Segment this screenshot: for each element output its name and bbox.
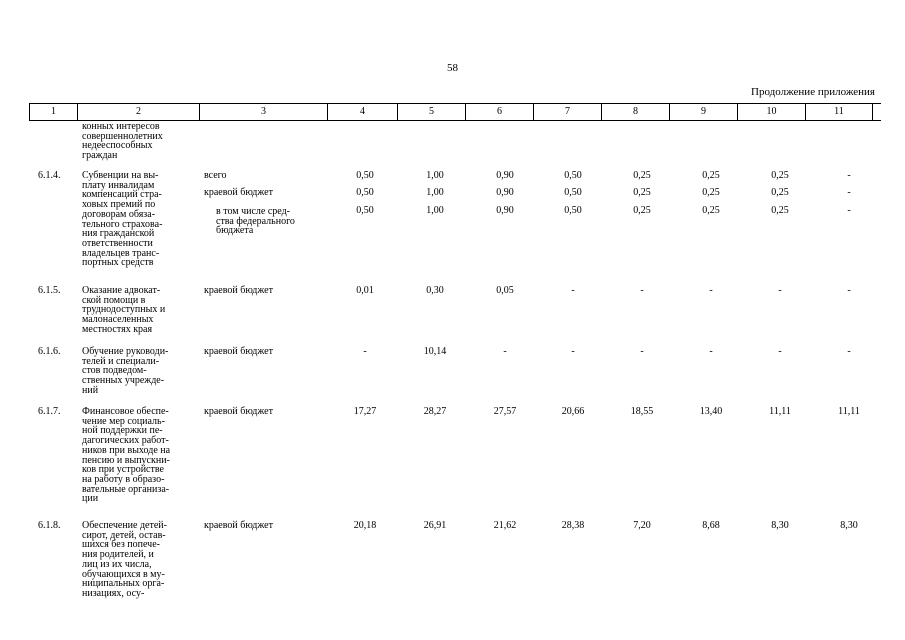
value-cell: 10,14 bbox=[423, 346, 447, 357]
value-cell: 0,90 bbox=[496, 205, 514, 216]
row-description: конных интересов совершеннолетних недееспособных граждан bbox=[82, 121, 163, 162]
funding-source: краевой бюджет bbox=[204, 187, 273, 198]
row-description: Финансовое обеспе- чение мер социаль- ной поддержки пе- дагогических работ- ников при выходе на пенсию и выпускни- ков при устройстве на работу в образо- вательные организа- ции bbox=[82, 406, 171, 505]
value-cell: 0,25 bbox=[633, 205, 651, 216]
page-number: 58 bbox=[447, 62, 458, 74]
row-description: Субвенции на вы- плату инвалидам компенсаций стра- ховых премий по договорам обяза- тельного страхова- ния гражданской ответственности владельцев транс- портных средств bbox=[82, 170, 163, 269]
header-cell: 3 bbox=[199, 104, 327, 120]
value-cell: - bbox=[503, 346, 507, 357]
value-cell: 8,30 bbox=[771, 520, 789, 531]
value-cell: 0,25 bbox=[702, 187, 720, 198]
header-cell: 4 bbox=[327, 104, 397, 120]
row-description: Оказание адвокат- ской помощи в труднодоступных и малонаселенных местностях края bbox=[82, 285, 166, 335]
value-cell: 0,50 bbox=[356, 205, 374, 216]
row-description: Обеспечение детей- сирот, детей, остав- шихся без попече- ния родителей, и лиц из их числа, обучающихся в му- ниципальных орга- низациях, осу- bbox=[82, 520, 167, 599]
value-cell: 7,20 bbox=[633, 520, 651, 531]
header-cell: 10 bbox=[737, 104, 805, 120]
value-cell: 0,25 bbox=[702, 170, 720, 181]
value-cell: - bbox=[778, 346, 782, 357]
value-cell: 20,66 bbox=[561, 406, 585, 417]
value-cell: 26,91 bbox=[423, 520, 447, 531]
value-cell: 28,27 bbox=[423, 406, 447, 417]
value-cell: 21,62 bbox=[493, 520, 517, 531]
table-header bbox=[29, 103, 881, 121]
value-cell: - bbox=[847, 187, 851, 198]
value-cell: 0,25 bbox=[771, 205, 789, 216]
value-cell: - bbox=[571, 346, 575, 357]
value-cell: - bbox=[363, 346, 367, 357]
value-cell: 0,90 bbox=[496, 187, 514, 198]
value-cell: 17,27 bbox=[353, 406, 377, 417]
value-cell: 0,50 bbox=[356, 187, 374, 198]
value-cell: 0,50 bbox=[564, 187, 582, 198]
value-cell: 0,25 bbox=[771, 170, 789, 181]
value-cell: 0,30 bbox=[426, 285, 444, 296]
item-number: 6.1.4. bbox=[38, 170, 61, 181]
value-cell: 1,00 bbox=[426, 205, 444, 216]
header-cell: 6 bbox=[465, 104, 533, 120]
value-cell: 13,40 bbox=[699, 406, 723, 417]
value-cell: 8,68 bbox=[702, 520, 720, 531]
value-cell: 0,50 bbox=[564, 205, 582, 216]
value-cell: - bbox=[847, 170, 851, 181]
continuation-label: Продолжение приложения bbox=[751, 86, 875, 98]
header-cell: 9 bbox=[669, 104, 737, 120]
value-cell: - bbox=[847, 205, 851, 216]
header-cell: 1 bbox=[29, 104, 77, 120]
value-cell: 18,55 bbox=[630, 406, 654, 417]
header-cell: 5 bbox=[397, 104, 465, 120]
value-cell: - bbox=[847, 285, 851, 296]
header-cell: 7 bbox=[533, 104, 601, 120]
value-cell: - bbox=[640, 346, 644, 357]
value-cell: - bbox=[709, 285, 713, 296]
value-cell: 0,01 bbox=[356, 285, 374, 296]
value-cell: - bbox=[778, 285, 782, 296]
item-number: 6.1.6. bbox=[38, 346, 61, 357]
item-number: 6.1.7. bbox=[38, 406, 61, 417]
funding-source: краевой бюджет bbox=[204, 285, 273, 296]
value-cell: 0,25 bbox=[771, 187, 789, 198]
item-number: 6.1.5. bbox=[38, 285, 61, 296]
value-cell: 28,38 bbox=[561, 520, 585, 531]
value-cell: - bbox=[640, 285, 644, 296]
value-cell: 0,50 bbox=[356, 170, 374, 181]
header-cell: 2 bbox=[77, 104, 199, 120]
value-cell: 27,57 bbox=[493, 406, 517, 417]
value-cell: 0,90 bbox=[496, 170, 514, 181]
value-cell: 0,25 bbox=[633, 170, 651, 181]
value-cell: 0,25 bbox=[633, 187, 651, 198]
funding-source: в том числе сред- ства федерального бюджета bbox=[216, 206, 295, 237]
value-cell: - bbox=[709, 346, 713, 357]
value-cell: - bbox=[847, 346, 851, 357]
header-cell: 8 bbox=[601, 104, 669, 120]
funding-source: краевой бюджет bbox=[204, 406, 273, 417]
funding-source: краевой бюджет bbox=[204, 520, 273, 531]
value-cell: 1,00 bbox=[426, 187, 444, 198]
value-cell: 11,11 bbox=[769, 406, 791, 417]
value-cell: 0,25 bbox=[702, 205, 720, 216]
value-cell: - bbox=[571, 285, 575, 296]
item-number: 6.1.8. bbox=[38, 520, 61, 531]
value-cell: 8,30 bbox=[840, 520, 858, 531]
header-cell: 11 bbox=[805, 104, 873, 120]
value-cell: 11,11 bbox=[838, 406, 860, 417]
funding-source: краевой бюджет bbox=[204, 346, 273, 357]
value-cell: 0,50 bbox=[564, 170, 582, 181]
row-description: Обучение руководи- телей и специали- стов подведом- ственных учрежде- ний bbox=[82, 346, 169, 396]
value-cell: 20,18 bbox=[353, 520, 377, 531]
funding-source: всего bbox=[204, 170, 227, 181]
value-cell: 1,00 bbox=[426, 170, 444, 181]
value-cell: 0,05 bbox=[496, 285, 514, 296]
